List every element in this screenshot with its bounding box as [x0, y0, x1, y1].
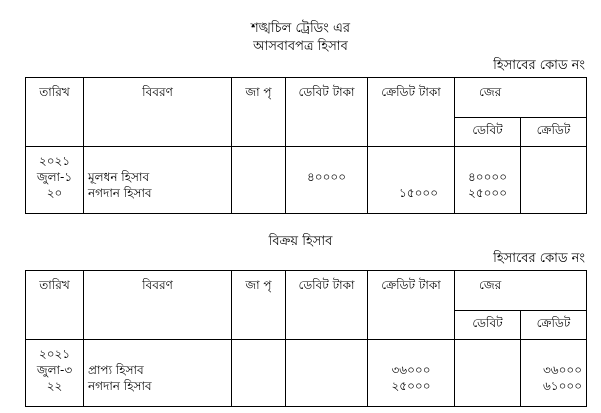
- account2-ledger-table: [25, 270, 587, 407]
- col-balance-debit-header: ডেবিট: [455, 118, 521, 147]
- account1-ledger-table: [25, 77, 587, 214]
- col-description-header: বিবরণ: [84, 78, 232, 147]
- balance-credit-amount: ৬১০০০: [543, 379, 582, 393]
- balance-credit-cell: [521, 340, 587, 407]
- description-cell: [84, 340, 232, 407]
- date-year: ২০২১: [38, 347, 71, 361]
- date-month: জুলা-৩: [36, 363, 73, 377]
- jp-cell: [232, 147, 286, 214]
- credit-amount: ১৫০০০: [399, 186, 438, 200]
- account2-code-label: হিসাবের কোড নং: [493, 251, 585, 266]
- description-line: নগদান হিসাব: [88, 379, 152, 393]
- account1-code-label: হিসাবের কোড নং: [493, 58, 585, 73]
- col-date-header: তারিখ: [26, 271, 84, 340]
- description-line: নগদান হিসাব: [88, 186, 152, 200]
- balance-debit-amount: ৪০০০০: [468, 170, 507, 184]
- col-credit-header: ক্রেডিট টাকা: [368, 78, 455, 147]
- col-debit-header: ডেবিট টাকা: [286, 271, 368, 340]
- account1-title: আসবাবপত্র হিসাব: [253, 39, 348, 54]
- description-line: মূলধন হিসাব: [88, 170, 150, 184]
- col-date-header: তারিখ: [26, 78, 84, 147]
- debit-cell: [286, 147, 368, 214]
- date-cell: [26, 147, 84, 214]
- header-row: [26, 271, 587, 311]
- col-balance-debit-header: ডেবিট: [455, 311, 521, 340]
- col-jp-header: জা পৃ: [232, 271, 286, 340]
- credit-cell: [368, 147, 455, 214]
- col-credit-header: ক্রেডিট টাকা: [368, 271, 455, 340]
- col-balance-header: জের: [455, 271, 587, 311]
- debit-amount: ৪০০০০: [307, 170, 346, 184]
- balance-debit-cell: [455, 340, 521, 407]
- col-jp-header: জা পৃ: [232, 78, 286, 147]
- col-balance-header: জের: [455, 78, 587, 118]
- balance-credit-cell: [521, 147, 587, 214]
- date-day: ২২: [46, 379, 63, 393]
- jp-cell: [232, 340, 286, 407]
- description-line: প্রাপ্য হিসাব: [88, 363, 144, 377]
- date-year: ২০২১: [38, 154, 71, 168]
- header-row: [26, 78, 587, 118]
- date-day: ২০: [46, 186, 63, 200]
- account2-title: বিক্রয় হিসাব: [268, 234, 333, 249]
- balance-debit-amount: ২৫০০০: [468, 186, 507, 200]
- col-balance-credit-header: ক্রেডিট: [521, 118, 587, 147]
- credit-cell: [368, 340, 455, 407]
- debit-cell: [286, 340, 368, 407]
- col-balance-credit-header: ক্রেডিট: [521, 311, 587, 340]
- credit-amount: ৩৬০০০: [391, 363, 431, 377]
- table-row: [26, 147, 587, 214]
- credit-amount: ২৫০০০: [391, 379, 431, 393]
- date-month: জুলা-১: [36, 170, 73, 184]
- description-cell: [84, 147, 232, 214]
- table-row: [26, 340, 587, 407]
- date-cell: [26, 340, 84, 407]
- balance-credit-amount: ৩৬০০০: [542, 363, 582, 377]
- col-description-header: বিবরণ: [84, 271, 232, 340]
- company-title: শঙ্খচিল ট্রেডিং এর: [250, 21, 351, 36]
- balance-debit-cell: [455, 147, 521, 214]
- col-debit-header: ডেবিট টাকা: [286, 78, 368, 147]
